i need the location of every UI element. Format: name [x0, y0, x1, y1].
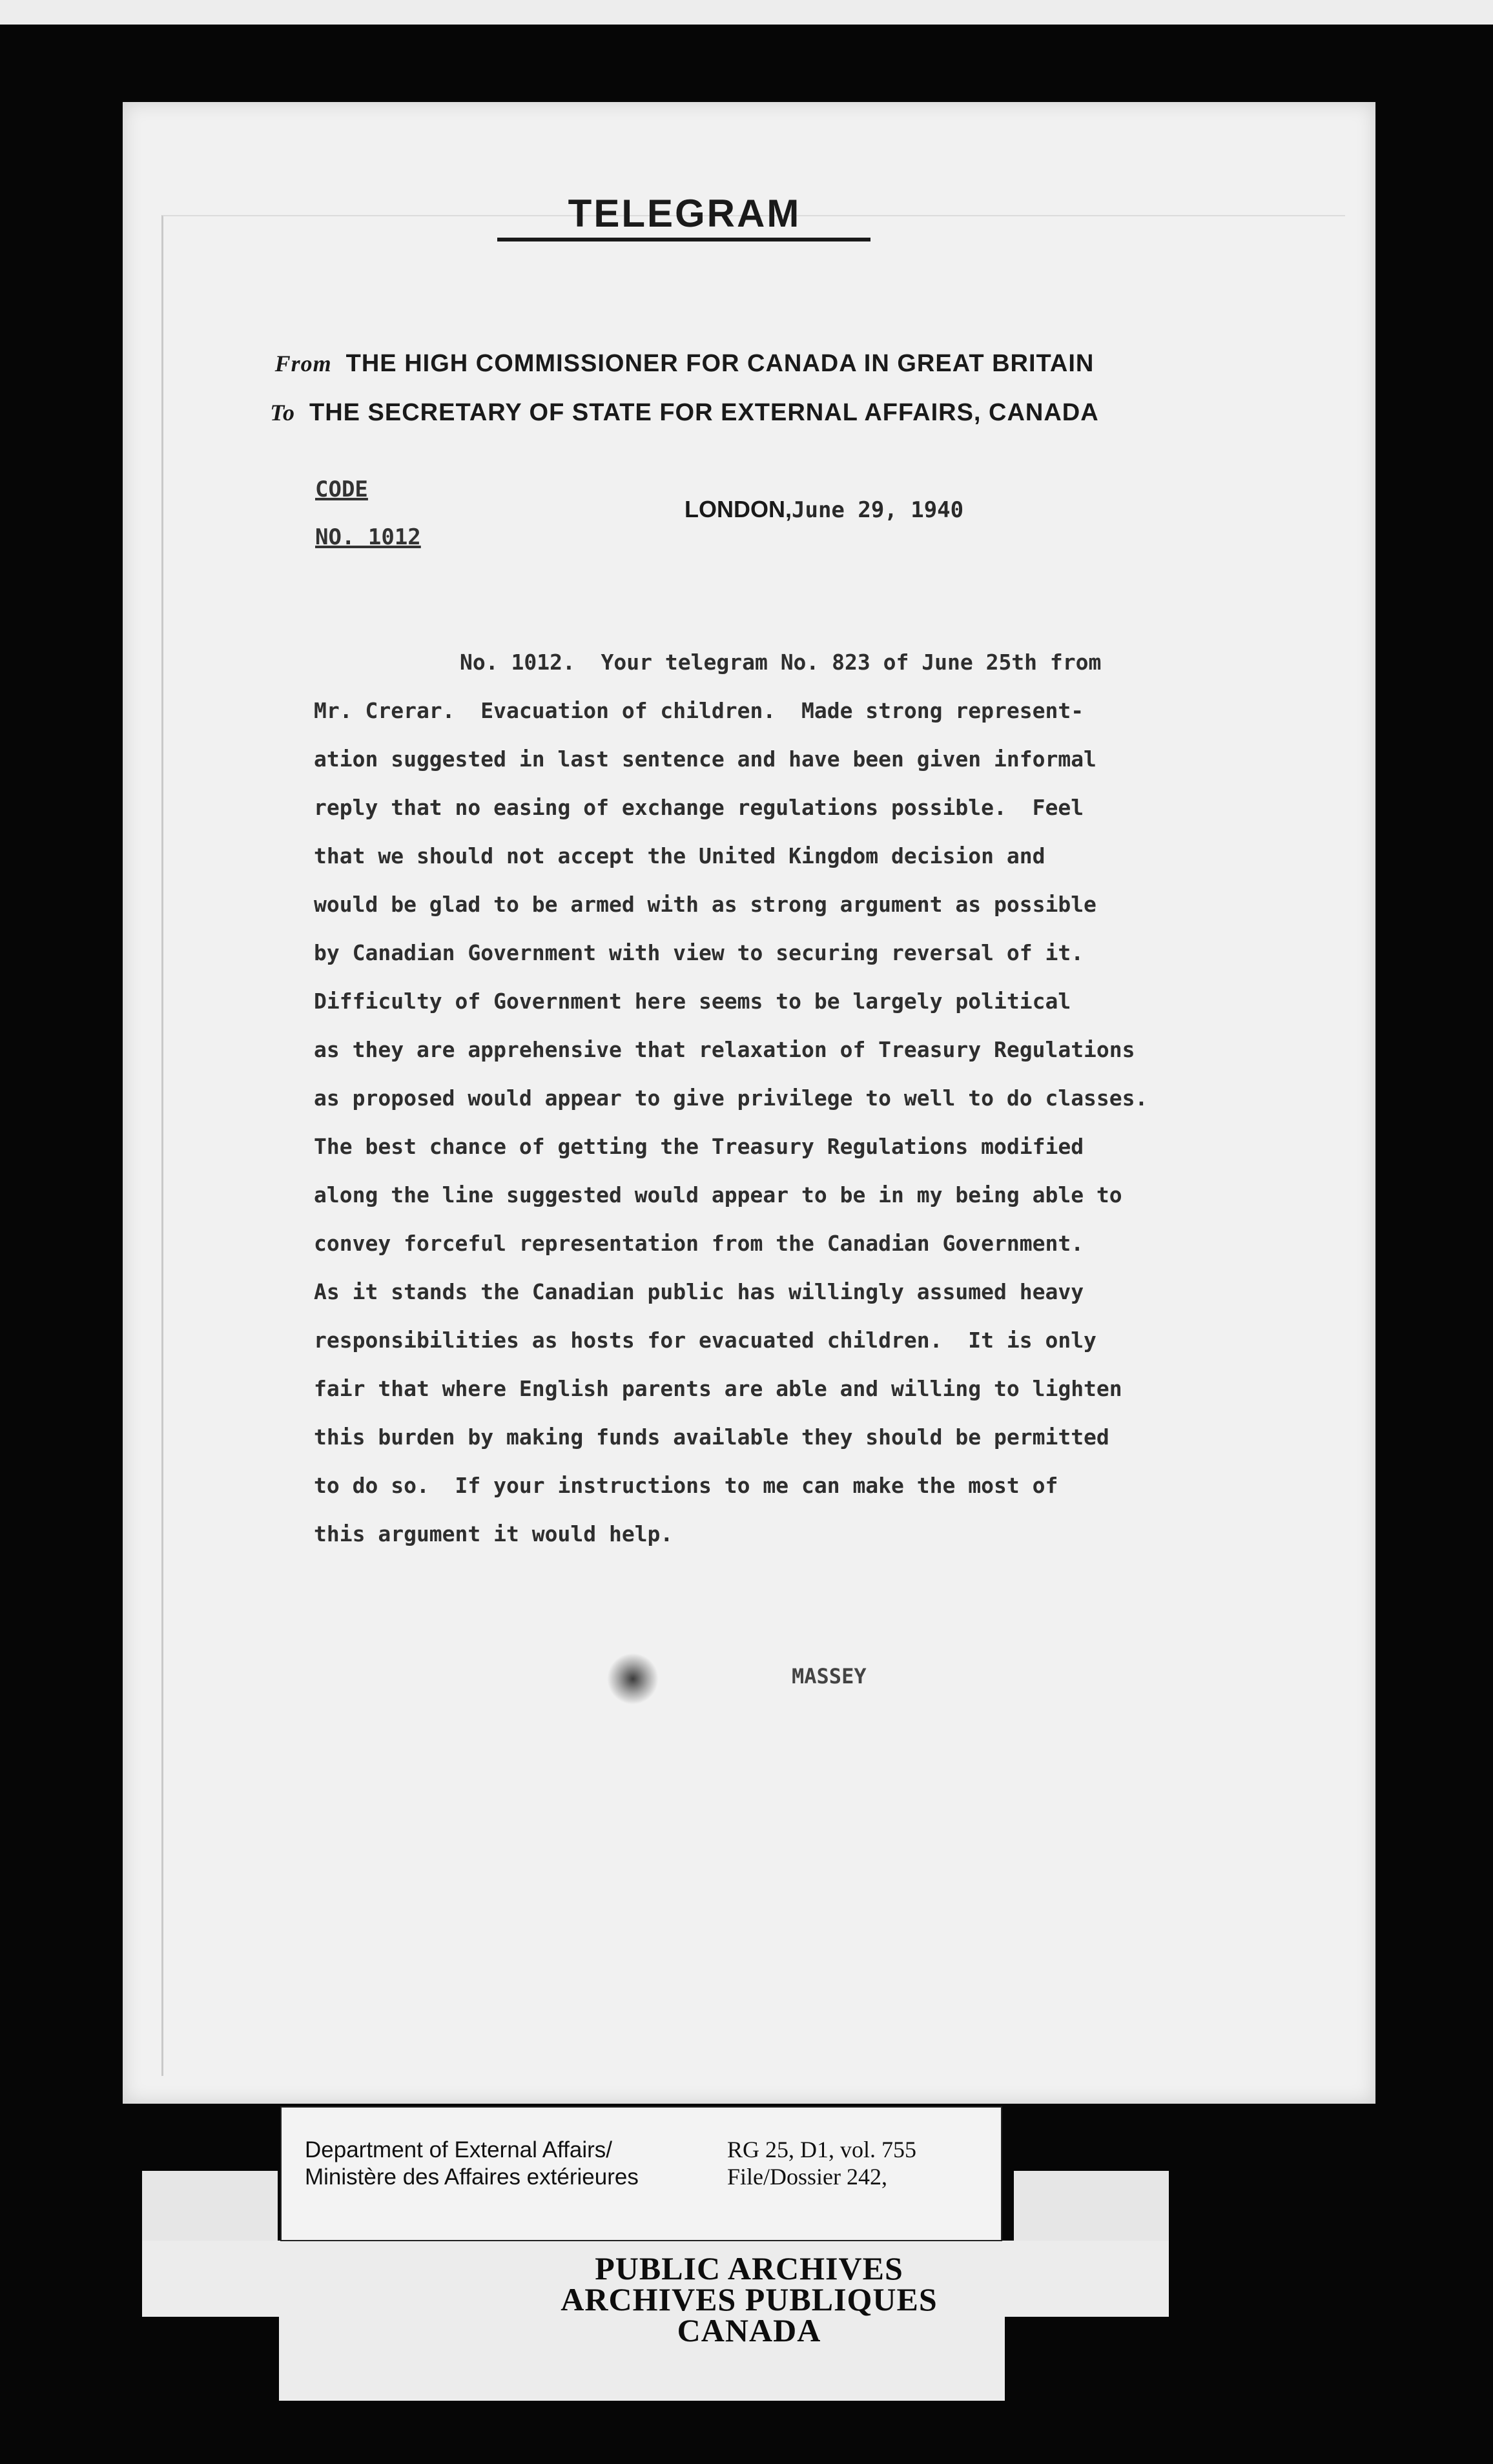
body-line: The best chance of getting the Treasury Regulations modified: [314, 1134, 1084, 1159]
archives-line-1: PUBLIC ARCHIVES: [595, 2250, 903, 2286]
body-line: ation suggested in last sentence and have been given informal: [314, 746, 1097, 772]
body-line: by Canadian Government with view to securing reversal of it.: [314, 940, 1084, 965]
dept-french: Ministère des Affaires extérieures: [305, 2164, 639, 2190]
file-dossier: File/Dossier 242,: [727, 2164, 887, 2190]
from-line: [194, 350, 1175, 378]
label-tab-right: [1014, 2171, 1169, 2241]
body-line: as proposed would appear to give privilege to well to do classes.: [314, 1085, 1148, 1111]
date: June 29, 1940: [792, 497, 964, 523]
body-line: convey forceful representation from the Canadian Government.: [314, 1231, 1084, 1256]
body-line: As it stands the Canadian public has willingly assumed heavy: [314, 1279, 1084, 1304]
title-underline: [497, 238, 870, 241]
label-tab-left: [142, 2171, 278, 2241]
telegram-title: TELEGRAM: [568, 192, 801, 235]
body-line: Difficulty of Government here seems to be largely political: [314, 989, 1071, 1014]
body-line: fair that where English parents are able and willing to lighten: [314, 1376, 1122, 1401]
dept-english: Department of External Affairs/: [305, 2137, 612, 2162]
body-line: Mr. Crerar. Evacuation of children. Made strong represent-: [314, 698, 1084, 723]
body-line: to do so. If your instructions to me can make the most of: [314, 1473, 1058, 1498]
place-date: [685, 496, 963, 523]
telegram-body: [314, 638, 1282, 1558]
to-label: To: [270, 400, 295, 426]
body-line: No. 1012. Your telegram No. 823 of June 25th from: [460, 650, 1102, 675]
place: LONDON,: [685, 496, 792, 522]
from-text: THE HIGH COMMISSIONER FOR CANADA IN GREAT BRITAIN: [345, 350, 1095, 377]
body-line: would be glad to be armed with as strong argument as possible: [314, 892, 1097, 917]
archives-line-3: CANADA: [677, 2312, 821, 2348]
body-line: this burden by making funds available they should be permitted: [314, 1424, 1109, 1450]
record-group: RG 25, D1, vol. 755: [727, 2137, 917, 2162]
to-line: [194, 399, 1175, 427]
telegram-number: NO. 1012: [315, 524, 421, 550]
code-label: CODE: [315, 477, 368, 502]
body-line: that we should not accept the United Kingdom decision and: [314, 843, 1045, 868]
ink-smudge: [607, 1653, 659, 1705]
signature: MASSEY: [792, 1664, 867, 1689]
to-text: THE SECRETARY OF STATE FOR EXTERNAL AFFAIRS, CANADA: [309, 399, 1099, 426]
body-line: responsibilities as hosts for evacuated children. It is only: [314, 1328, 1097, 1353]
body-line: reply that no easing of exchange regulations possible. Feel: [314, 795, 1084, 820]
body-line: along the line suggested would appear to be in my being able to: [314, 1182, 1122, 1207]
archives-line-2: ARCHIVES PUBLIQUES: [561, 2281, 938, 2317]
body-line: this argument it would help.: [314, 1521, 674, 1546]
from-label: From: [274, 351, 332, 376]
film-top-border: [0, 0, 1493, 25]
body-line: as they are apprehensive that relaxation of Treasury Regulations: [314, 1037, 1135, 1062]
